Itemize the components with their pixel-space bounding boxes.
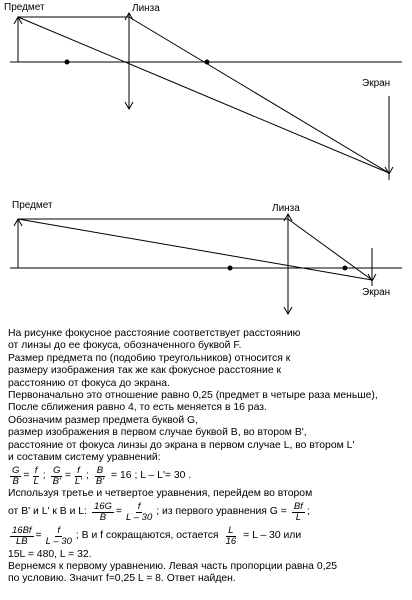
focus-point-right xyxy=(343,266,348,271)
focus-point-left xyxy=(228,266,233,271)
equation-text: ; из первого уравнения G = xyxy=(156,506,287,518)
text-line: размер изображения в первом случае буквой B, во втором B', xyxy=(8,427,307,439)
fraction: $\frac{B}{B'}$ xyxy=(95,464,105,487)
focal-ray xyxy=(129,17,389,173)
separator: ; xyxy=(86,470,89,482)
equation-text: = L – 30 или xyxy=(243,530,302,542)
fraction: $\frac{f}{L}$ xyxy=(33,464,39,487)
equation-text: от B' и L' к B и L: xyxy=(8,506,87,518)
central-ray xyxy=(18,17,389,173)
diagram-1 xyxy=(10,13,402,180)
screen-label: Экран xyxy=(362,78,391,89)
equals-sign: = xyxy=(35,530,42,542)
text-line: Первоначально это отношение равно 0,25 (предмет в четыре раза меньше), xyxy=(8,389,378,401)
diagram-2 xyxy=(10,214,402,314)
focal-ray xyxy=(288,219,372,280)
central-ray xyxy=(18,219,372,280)
text-line: Обозначим размер предмета буквой G, xyxy=(8,414,198,426)
text-line: по условию. Значит f=0,25 L = 8. Ответ найден. xyxy=(8,573,236,585)
text-line: размеру изображения так же как фокусное расстояние к xyxy=(8,365,282,377)
equals-sign: = xyxy=(64,470,71,482)
equation-text: ; B и f сокращаются, остается xyxy=(75,530,219,542)
equals-sign: = xyxy=(23,470,30,482)
fraction: $\frac{f}{L - 30}$ xyxy=(45,525,72,548)
fraction: $\frac{G}{B'}$ xyxy=(52,464,61,487)
fraction: $\frac{f}{L - 30}$ xyxy=(126,501,153,524)
text-line: 15L = 480, L = 32. xyxy=(8,548,92,560)
text-line: и составим систему уравнений: xyxy=(8,451,161,463)
fraction: $\frac{G}{B}$ xyxy=(12,464,20,487)
text-line: от линзы до ее фокуса, обозначенного буквой F. xyxy=(8,340,242,352)
text-line: расстоянию от фокуса до экрана. xyxy=(8,377,170,389)
text-line: После сближения равно 4, то есть меняется в 16 раз. xyxy=(8,402,267,414)
object-label: Предмет xyxy=(12,200,53,211)
object-label: Предмет xyxy=(4,2,45,13)
text-line: Вернемся к первому уравнению. Левая часть пропорции равна 0,25 xyxy=(8,561,338,573)
lens-label: Линза xyxy=(132,3,160,14)
equation-system xyxy=(8,464,408,488)
fraction: $\frac{Bf}{L}$ xyxy=(293,501,303,524)
fraction: $\frac{16G}{B}$ xyxy=(93,501,112,524)
fraction: $\frac{16Bf}{LB}$ xyxy=(12,525,32,548)
text-line: расстояние от фокуса линзы до экрана в первом случае L, во втором L' xyxy=(8,439,355,451)
text-line: Размер предмета по (подобию треугольников) относится к xyxy=(8,352,291,364)
fraction: $\frac{f}{L'}$ xyxy=(74,464,82,487)
text-line: Используя третье и четвертое уравнения, перейдем во втором xyxy=(8,488,313,500)
lens-label: Линза xyxy=(272,203,300,214)
separator: ; xyxy=(42,470,46,482)
equals-sign: = xyxy=(115,506,122,518)
focus-point-right xyxy=(205,60,210,65)
equation-line xyxy=(8,525,408,549)
equation-line xyxy=(8,501,408,525)
equation-rest: = 16 ; L – L'= 30 . xyxy=(111,470,192,482)
equation-text: ; xyxy=(306,506,310,518)
solution-text xyxy=(8,328,408,586)
screen-label: Экран xyxy=(362,287,391,298)
text-line: На рисунке фокусное расстояние соответствует расстоянию xyxy=(8,328,301,339)
fraction: $\frac{L}{16}$ xyxy=(225,525,237,548)
focus-point-left xyxy=(65,60,70,65)
